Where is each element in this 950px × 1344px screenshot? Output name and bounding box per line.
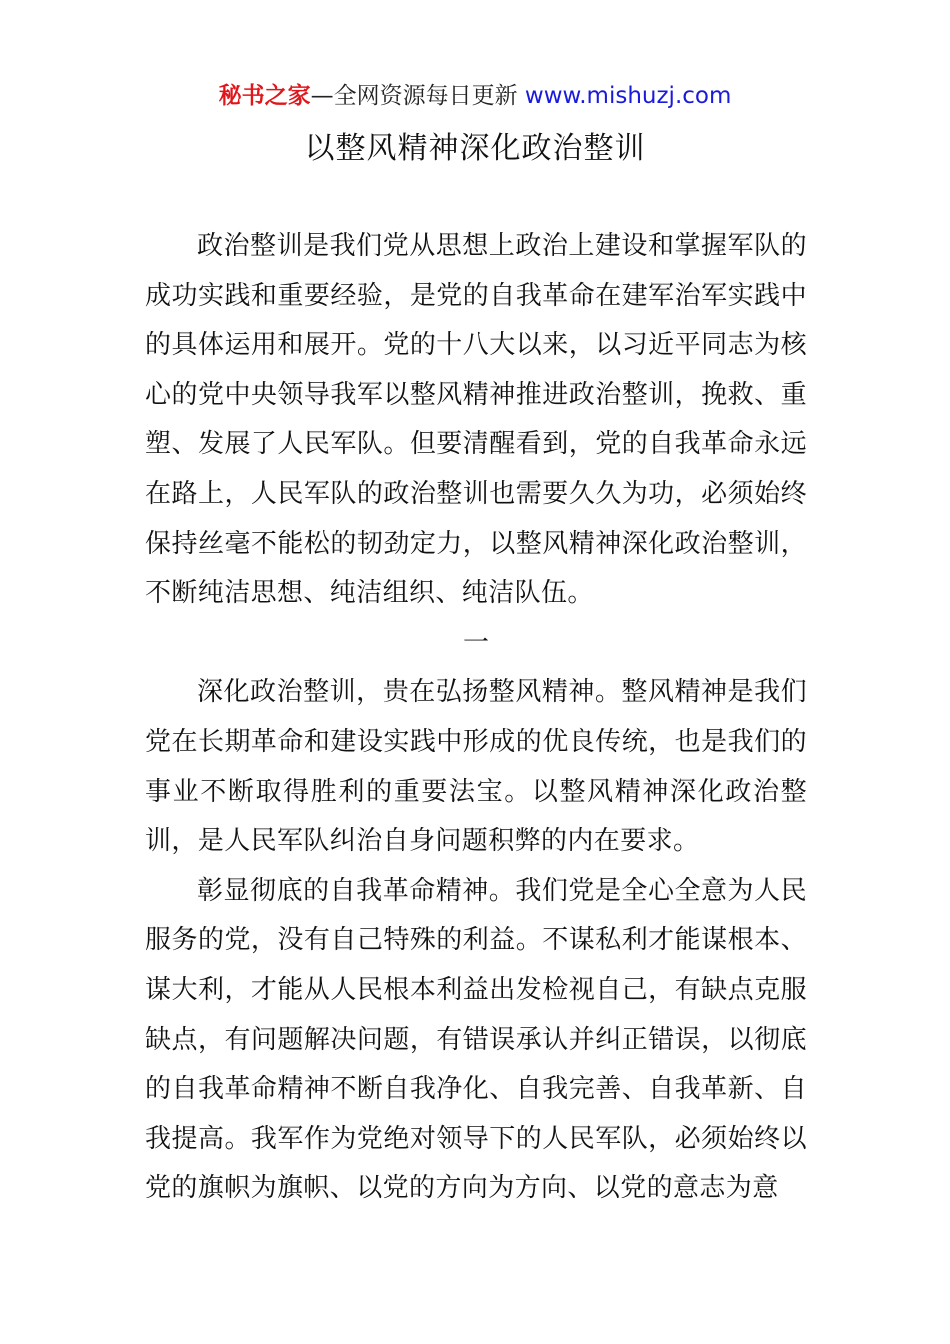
site-header — [0, 80, 950, 112]
site-url-link[interactable]: www.mishuzj.com — [524, 83, 732, 109]
paragraph-intro: 政治整训是我们党从思想上政治上建设和掌握军队的成功实践和重要经验，是党的自我革命在建军治军实践中的具体运用和展开。党的十八大以来，以习近平同志为核心的党中央领导我军以整风精神推进政治整训，挽救、重塑、发展了人民军队。但要清醒看到，党的自我革命永远在路上，人民军队的政治整训也需要久久为功，必须始终保持丝毫不能松的韧劲定力，以整风精神深化政治整训，不断纯洁思想、纯洁组织、纯洁队伍。 — [145, 231, 807, 609]
document-body — [145, 222, 807, 1214]
paragraph-section-lead: 深化政治整训，贵在弘扬整风精神。整风精神是我们党在长期革命和建设实践中形成的优良传统，也是我们的事业不断取得胜利的重要法宝。以整风精神深化政治整训，是人民军队纠治自身问题积弊的内在要求。 — [145, 677, 807, 857]
site-tagline: —全网资源每日更新 — [310, 83, 518, 109]
section-heading-one: 一 — [462, 627, 489, 658]
paragraph-self-revolution: 彰显彻底的自我革命精神。我们党是全心全意为人民服务的党，没有自己特殊的利益。不谋私利才能谋根本、谋大利，才能从人民根本利益出发检视自己，有缺点克服缺点，有问题解决问题，有错误承认并纠正错误，以彻底的自我革命精神不断自我净化、自我完善、自我革新、自我提高。我军作为党绝对领导下的人民军队，必须始终以党的旗帜为旗帜、以党的方向为方向、以党的意志为意 — [145, 875, 807, 1204]
site-brand: 秘书之家 — [218, 83, 311, 109]
document-title: 以整风精神深化政治整训 — [304, 131, 646, 166]
